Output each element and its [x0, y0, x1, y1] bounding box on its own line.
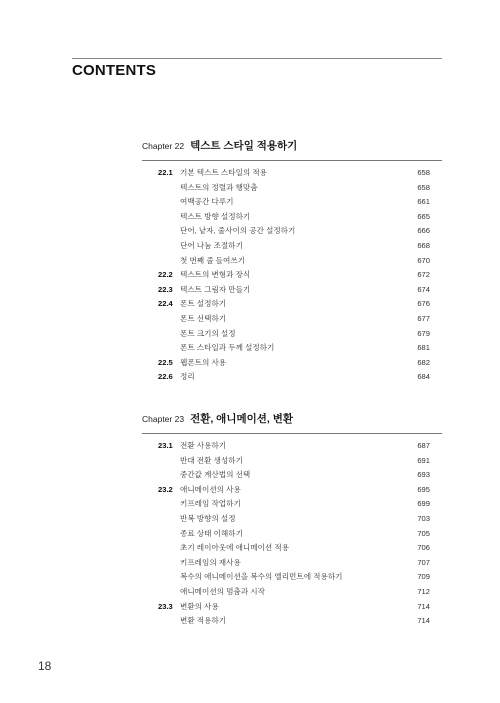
- entry-page: 703: [417, 513, 430, 523]
- toc-entry-left: [142, 269, 250, 280]
- toc-entry-left: [142, 211, 250, 222]
- entry-label: 웹폰트의 사용: [180, 357, 227, 367]
- entry-label: 변환 적용하기: [180, 616, 227, 626]
- toc-entry-left: [142, 498, 241, 509]
- chapter-heading: [142, 411, 442, 431]
- toc-entry[interactable]: [142, 557, 442, 572]
- toc-entry[interactable]: [142, 615, 442, 630]
- chapter-rule: [142, 433, 442, 434]
- toc-entry[interactable]: [142, 255, 442, 270]
- entry-label: 키프레임의 재사용: [180, 557, 241, 567]
- section-number: 22.1: [158, 168, 173, 177]
- entry-page: 681: [417, 343, 430, 353]
- chapter-number: Chapter 23: [142, 414, 185, 424]
- entry-page: 670: [417, 255, 430, 265]
- toc-entry-left: [142, 601, 219, 612]
- toc-entry-left: [142, 298, 226, 309]
- entry-label: 복수의 애니메이션을 복수의 엘리먼트에 적용하기: [180, 572, 343, 582]
- section-number: 22.5: [158, 357, 173, 367]
- entry-page: 672: [417, 270, 430, 280]
- toc-entry[interactable]: [142, 440, 442, 455]
- entry-label: 중간값 계산법의 선택: [180, 470, 251, 480]
- toc-entry[interactable]: [142, 513, 442, 528]
- toc-entry[interactable]: [142, 284, 442, 299]
- entry-label: 초기 레이아웃에 애니메이션 적용: [180, 543, 290, 553]
- toc-entry-left: [142, 225, 295, 236]
- section-number: 22.2: [158, 270, 173, 280]
- chapter-heading: [142, 138, 442, 158]
- toc-entry[interactable]: [142, 196, 442, 211]
- entry-page: 677: [417, 313, 430, 323]
- entry-label: 단어, 낱자, 줄사이의 공간 설정하기: [180, 226, 296, 236]
- entry-page: 705: [417, 528, 430, 538]
- toc-entry-left: [142, 557, 241, 568]
- toc-entry-left: [142, 440, 226, 451]
- entry-page: 658: [417, 168, 430, 177]
- chapter-number: Chapter 22: [142, 141, 185, 151]
- toc-entry[interactable]: [142, 455, 442, 470]
- entry-page: 706: [417, 543, 430, 553]
- toc-entry-left: [142, 284, 250, 295]
- entry-page: 684: [417, 372, 430, 382]
- entry-page: 668: [417, 240, 430, 250]
- entry-page: 695: [417, 484, 430, 494]
- entry-label: 폰트 선택하기: [180, 313, 227, 323]
- toc-entry[interactable]: [142, 571, 442, 586]
- toc-entry[interactable]: [142, 313, 442, 328]
- entry-label: 정리: [180, 372, 195, 382]
- toc-entry-left: [142, 182, 258, 193]
- chapter-title: 텍스트 스타일 적용하기: [190, 140, 298, 152]
- entry-label: 애니메이션의 멈춤과 시작: [180, 586, 265, 596]
- entry-page: 676: [417, 299, 430, 309]
- toc-entry[interactable]: [142, 269, 442, 284]
- entry-page: 658: [417, 182, 430, 192]
- section-number: 23.1: [158, 441, 173, 450]
- entry-label: 폰트 크기의 설정: [180, 328, 236, 338]
- entry-page: 682: [417, 357, 430, 367]
- toc-entry[interactable]: [142, 240, 442, 255]
- entry-label: 텍스트 그림자 만들기: [180, 284, 251, 294]
- entry-label: 텍스트의 정렬과 행맞춤: [180, 182, 258, 192]
- toc-entry-left: [142, 255, 245, 266]
- chapter-22: [142, 138, 442, 386]
- entry-page: 699: [417, 499, 430, 509]
- contents-title: CONTENTS: [72, 62, 157, 79]
- section-number: 23.2: [158, 484, 173, 494]
- section-number: 23.3: [158, 601, 173, 611]
- entry-label: 키프레임 작업하기: [180, 499, 241, 509]
- entry-page: 691: [417, 455, 430, 465]
- toc-entry-left: [142, 571, 342, 582]
- toc-entry[interactable]: [142, 528, 442, 543]
- entry-page: 714: [417, 601, 430, 611]
- toc-entry[interactable]: [142, 601, 442, 616]
- toc-entries: [142, 167, 442, 386]
- toc-entry-left: [142, 455, 243, 466]
- entry-label: 텍스트의 변형과 장식: [180, 270, 251, 280]
- section-number: 22.3: [158, 284, 173, 294]
- entry-label: 텍스트 방향 설정하기: [180, 211, 251, 221]
- entry-label: 전환 사용하기: [180, 441, 227, 450]
- toc-entry-left: [142, 371, 195, 382]
- entry-label: 반대 전환 생성하기: [180, 455, 243, 465]
- toc-entry[interactable]: [142, 182, 442, 197]
- toc-entry[interactable]: [142, 484, 442, 499]
- toc-entries: [142, 440, 442, 630]
- entry-page: 707: [417, 557, 430, 567]
- chapter-title: 전환, 애니메이션, 변환: [190, 413, 294, 425]
- page-number: 18: [38, 659, 52, 673]
- toc-entry-left: [142, 342, 274, 353]
- entry-label: 애니메이션의 사용: [180, 484, 241, 494]
- entry-label: 종료 상태 이해하기: [180, 528, 243, 538]
- section-number: 22.4: [158, 299, 173, 309]
- entry-page: 665: [417, 211, 430, 221]
- toc-entry[interactable]: [142, 371, 442, 386]
- toc-entry[interactable]: [142, 167, 442, 182]
- toc-entry[interactable]: [142, 328, 442, 343]
- entry-label: 폰트 설정하기: [180, 299, 227, 309]
- toc-entry[interactable]: [142, 357, 442, 372]
- entry-page: 666: [417, 226, 430, 236]
- entry-label: 반복 방향의 설정: [180, 513, 236, 523]
- toc-entry[interactable]: [142, 225, 442, 240]
- chapter-rule: [142, 160, 442, 161]
- entry-page: 661: [417, 197, 430, 207]
- toc-entry-left: [142, 196, 233, 207]
- entry-label: 첫 번째 줄 들여쓰기: [180, 255, 246, 265]
- toc-entry-left: [142, 313, 226, 324]
- toc-entry[interactable]: [142, 298, 442, 313]
- entry-label: 여백공간 다루기: [180, 197, 234, 207]
- toc-entry[interactable]: [142, 469, 442, 484]
- toc-entry[interactable]: [142, 211, 442, 226]
- toc-entry-left: [142, 167, 267, 178]
- top-rule: [72, 58, 442, 59]
- toc-entry-left: [142, 542, 289, 553]
- section-number: 22.6: [158, 372, 173, 382]
- entry-page: 693: [417, 470, 430, 480]
- toc-entry-left: [142, 484, 241, 495]
- entry-label: 단어 나눔 조절하기: [180, 240, 243, 250]
- chapter-23: [142, 411, 442, 630]
- toc-entry-left: [142, 528, 243, 539]
- entry-label: 변환의 사용: [180, 601, 219, 611]
- toc-entry-left: [142, 513, 236, 524]
- toc-entry[interactable]: [142, 498, 442, 513]
- entry-page: 714: [417, 616, 430, 626]
- toc-entry-left: [142, 469, 250, 480]
- entry-label: 폰트 스타일과 두께 설정하기: [180, 343, 275, 353]
- toc-entry-left: [142, 240, 243, 251]
- toc-entry[interactable]: [142, 586, 442, 601]
- toc-entry[interactable]: [142, 342, 442, 357]
- toc-entry-left: [142, 615, 226, 626]
- toc-entry-left: [142, 357, 226, 368]
- entry-page: 712: [417, 586, 430, 596]
- toc-entry-left: [142, 328, 236, 339]
- entry-page: 674: [417, 284, 430, 294]
- toc-entry-left: [142, 586, 265, 597]
- toc-entry[interactable]: [142, 542, 442, 557]
- entry-page: 687: [417, 441, 430, 450]
- entry-label: 기본 텍스트 스타일의 적용: [180, 168, 268, 177]
- entry-page: 709: [417, 572, 430, 582]
- entry-page: 679: [417, 328, 430, 338]
